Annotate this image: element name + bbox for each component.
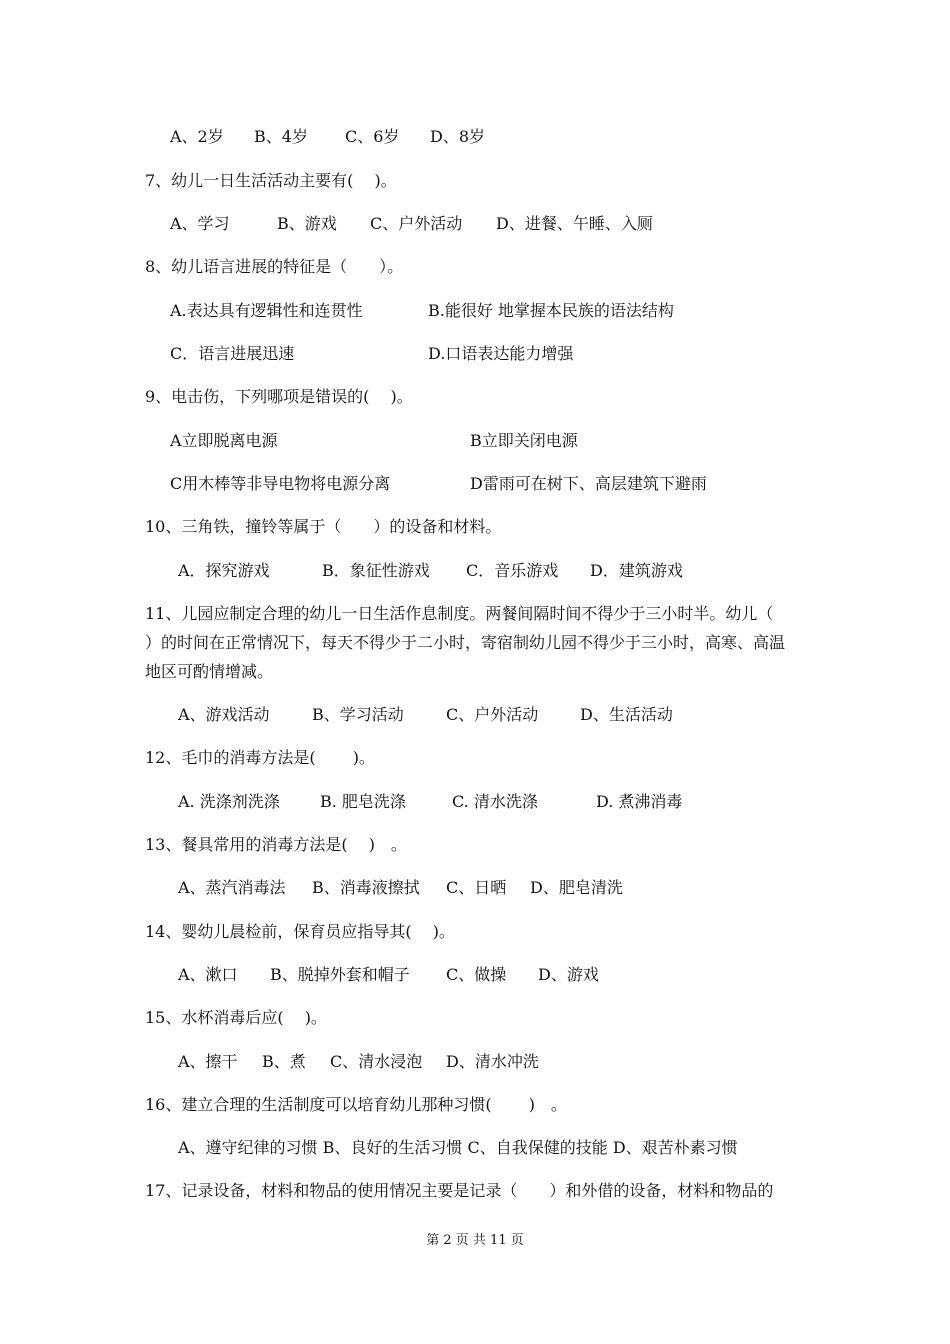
answer-option: C、户外活动 bbox=[446, 705, 539, 724]
question-text: 13、餐具常用的消毒方法是( ) 。 bbox=[145, 835, 407, 854]
question-text: 7、幼儿一日生活活动主要有( )。 bbox=[145, 171, 397, 190]
answer-option: B、煮 bbox=[262, 1052, 306, 1071]
answer-option: D雷雨可在树下、高层建筑下避雨 bbox=[470, 474, 707, 493]
answer-option: D、清水冲洗 bbox=[446, 1052, 539, 1071]
answer-option: B立即关闭电源 bbox=[470, 431, 578, 450]
answer-option: C、日晒 bbox=[446, 878, 507, 897]
question-text: ）的时间在正常情况下，每天不得少于二小时，寄宿制幼儿园不得少于三小时，高寒、高温 bbox=[145, 633, 786, 652]
question-text: 地区可酌情增减。 bbox=[145, 662, 274, 681]
answer-option: C. 清水洗涤 bbox=[452, 792, 538, 811]
question-text: 15、水杯消毒后应( )。 bbox=[145, 1008, 327, 1027]
answer-option: D、肥皂清洗 bbox=[530, 878, 623, 897]
answer-option: D、生活活动 bbox=[580, 705, 673, 724]
answer-option: B、游戏 bbox=[277, 214, 337, 233]
answer-option: A. 洗涤剂洗涤 bbox=[178, 792, 280, 811]
answer-option: A、2岁 bbox=[170, 127, 224, 146]
answer-option: C、清水浸泡 bbox=[330, 1052, 423, 1071]
answer-option: B、4岁 bbox=[254, 127, 308, 146]
answer-option: A、擦干 bbox=[178, 1052, 238, 1071]
page-footer: 第 2 页 共 11 页 bbox=[426, 1233, 524, 1248]
answer-option: D.口语表达能力增强 bbox=[428, 344, 574, 363]
answer-option: D．建筑游戏 bbox=[590, 561, 683, 580]
question-text: 17、记录设备，材料和物品的使用情况主要是记录（ ）和外借的设备，材料和物品的 bbox=[145, 1181, 774, 1200]
answer-option: A.表达具有逻辑性和连贯性 bbox=[170, 301, 363, 320]
answer-option: A、蒸汽消毒法 bbox=[178, 878, 286, 897]
answer-option: B.能很好 地掌握本民族的语法结构 bbox=[428, 301, 674, 320]
answer-option: C、户外活动 bbox=[370, 214, 463, 233]
answer-option: C．语言进展迅速 bbox=[170, 344, 295, 363]
answer-option: C．音乐游戏 bbox=[466, 561, 559, 580]
answer-option: D、8岁 bbox=[430, 127, 486, 146]
answer-option: C用木棒等非导电物将电源分离 bbox=[170, 474, 391, 493]
question-text: 10、三角铁，撞铃等属于（ ）的设备和材料。 bbox=[145, 517, 502, 536]
answer-option: A立即脱离电源 bbox=[170, 431, 278, 450]
answer-option: D、游戏 bbox=[538, 965, 599, 984]
answer-option: B、学习活动 bbox=[312, 705, 404, 724]
question-text: 11、儿园应制定合理的幼儿一日生活作息制度。两餐间隔时间不得少于三小时半。幼儿（ bbox=[145, 604, 774, 623]
question-text: 14、婴幼儿晨检前，保育员应指导其( )。 bbox=[145, 922, 455, 941]
answer-option: A、游戏活动 bbox=[178, 705, 270, 724]
answer-option: D、进餐、午睡、入厕 bbox=[496, 214, 653, 233]
answer-option: B. 肥皂洗涤 bbox=[320, 792, 406, 811]
answer-option: B．象征性游戏 bbox=[322, 561, 430, 580]
answer-option: A、学习 bbox=[170, 214, 230, 233]
question-text: 12、毛巾的消毒方法是( )。 bbox=[145, 748, 375, 767]
question-text: 8、幼儿语言进展的特征是（ ）。 bbox=[145, 257, 404, 276]
answer-option: A、漱口 bbox=[178, 965, 238, 984]
answer-option: B、脱掉外套和帽子 bbox=[270, 965, 410, 984]
question-text: 16、建立合理的生活制度可以培育幼儿那种习惯( ) 。 bbox=[145, 1095, 567, 1114]
answer-option: A、遵守纪律的习惯 B、良好的生活习惯 C、自我保健的技能 D、艰苦朴素习惯 bbox=[178, 1138, 738, 1157]
question-text: 9、电击伤，下列哪项是错误的( )。 bbox=[145, 387, 413, 406]
answer-option: D. 煮沸消毒 bbox=[596, 792, 683, 811]
answer-option: C、6岁 bbox=[345, 127, 400, 146]
answer-option: B、消毒液擦拭 bbox=[312, 878, 420, 897]
answer-option: A．探究游戏 bbox=[178, 561, 270, 580]
answer-option: C、做操 bbox=[446, 965, 507, 984]
